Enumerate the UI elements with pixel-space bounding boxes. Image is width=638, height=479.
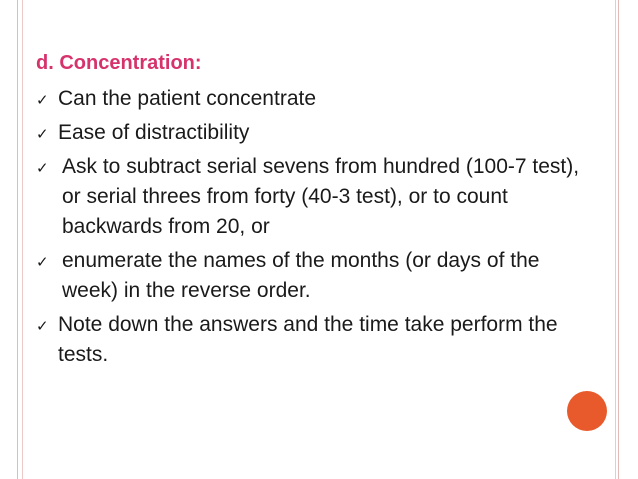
check-icon: ✓ xyxy=(36,317,49,335)
check-icon: ✓ xyxy=(36,253,49,271)
bullet-text: Note down the answers and the time take perform the tests. xyxy=(58,313,558,366)
bullet-text: Ask to subtract serial sevens from hundred (100-7 test), or serial threes from forty (40-3 test), or to count backwards from 20, or xyxy=(62,155,580,238)
bullet-item xyxy=(36,310,596,370)
check-icon: ✓ xyxy=(36,125,49,143)
check-icon: ✓ xyxy=(36,91,49,109)
bullet-item xyxy=(36,152,596,242)
slide-content xyxy=(36,50,596,374)
check-icon: ✓ xyxy=(36,159,49,177)
bullet-text: enumerate the names of the months (or days of the week) in the reverse order. xyxy=(62,249,540,302)
bullet-item xyxy=(36,246,596,306)
bullet-item xyxy=(36,118,596,148)
bullet-text: Can the patient concentrate xyxy=(58,87,317,110)
bullet-item xyxy=(36,84,596,114)
bullet-text: Ease of distractibility xyxy=(58,121,250,144)
decorative-circle xyxy=(567,391,607,431)
slide-heading: d. Concentration: xyxy=(36,52,202,74)
